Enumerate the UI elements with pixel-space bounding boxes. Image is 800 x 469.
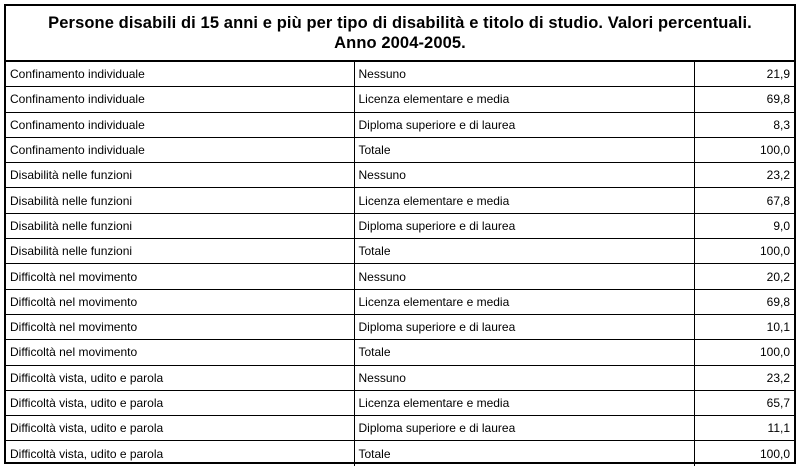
table-row <box>6 87 794 112</box>
cell-disability-type: Confinamento individuale <box>6 112 354 137</box>
cell-percentage-value: 8,3 <box>694 112 794 137</box>
cell-education-level: Diploma superiore e di laurea <box>354 213 694 238</box>
table-row <box>6 112 794 137</box>
table-row <box>6 137 794 162</box>
cell-percentage-value: 65,7 <box>694 390 794 415</box>
cell-disability-type: Disabilità nelle funzioni <box>6 188 354 213</box>
cell-disability-type: Difficoltà nel movimento <box>6 340 354 365</box>
cell-education-level: Licenza elementare e media <box>354 87 694 112</box>
table-row <box>6 365 794 390</box>
cell-disability-type: Difficoltà vista, udito e parola <box>6 365 354 390</box>
cell-education-level: Nessuno <box>354 365 694 390</box>
cell-education-level: Licenza elementare e media <box>354 390 694 415</box>
cell-education-level: Diploma superiore e di laurea <box>354 416 694 441</box>
cell-disability-type: Disabilità nelle funzioni <box>6 239 354 264</box>
cell-education-level: Diploma superiore e di laurea <box>354 112 694 137</box>
table-row <box>6 314 794 339</box>
cell-education-level: Nessuno <box>354 264 694 289</box>
cell-disability-type: Difficoltà vista, udito e parola <box>6 441 354 466</box>
cell-disability-type: Disabilità nelle funzioni <box>6 163 354 188</box>
cell-disability-type: Confinamento individuale <box>6 62 354 87</box>
table-row <box>6 340 794 365</box>
table-row <box>6 213 794 238</box>
cell-disability-type: Confinamento individuale <box>6 137 354 162</box>
table-row <box>6 416 794 441</box>
cell-percentage-value: 21,9 <box>694 62 794 87</box>
table-row <box>6 441 794 466</box>
cell-education-level: Totale <box>354 340 694 365</box>
cell-disability-type: Difficoltà nel movimento <box>6 264 354 289</box>
cell-percentage-value: 67,8 <box>694 188 794 213</box>
cell-education-level: Nessuno <box>354 163 694 188</box>
table-body <box>6 62 794 466</box>
cell-percentage-value: 20,2 <box>694 264 794 289</box>
cell-disability-type: Disabilità nelle funzioni <box>6 213 354 238</box>
cell-education-level: Licenza elementare e media <box>354 289 694 314</box>
cell-percentage-value: 100,0 <box>694 340 794 365</box>
cell-percentage-value: 100,0 <box>694 239 794 264</box>
table-row <box>6 390 794 415</box>
cell-education-level: Nessuno <box>354 62 694 87</box>
cell-disability-type: Difficoltà vista, udito e parola <box>6 390 354 415</box>
table-row <box>6 264 794 289</box>
cell-percentage-value: 9,0 <box>694 213 794 238</box>
cell-disability-type: Confinamento individuale <box>6 87 354 112</box>
table-row <box>6 188 794 213</box>
cell-education-level: Totale <box>354 239 694 264</box>
table-row <box>6 163 794 188</box>
table-row <box>6 289 794 314</box>
cell-percentage-value: 69,8 <box>694 87 794 112</box>
data-table-frame <box>4 4 796 464</box>
cell-education-level: Totale <box>354 137 694 162</box>
cell-percentage-value: 23,2 <box>694 365 794 390</box>
cell-percentage-value: 100,0 <box>694 137 794 162</box>
table-title: Persone disabili di 15 anni e più per tipo di disabilità e titolo di studio. Valori percentuali. Anno 2004-2005. <box>6 6 794 62</box>
cell-education-level: Totale <box>354 441 694 466</box>
cell-percentage-value: 100,0 <box>694 441 794 466</box>
table-row <box>6 239 794 264</box>
cell-disability-type: Difficoltà nel movimento <box>6 314 354 339</box>
data-table <box>6 62 794 466</box>
cell-percentage-value: 69,8 <box>694 289 794 314</box>
table-row <box>6 62 794 87</box>
cell-disability-type: Difficoltà vista, udito e parola <box>6 416 354 441</box>
cell-disability-type: Difficoltà nel movimento <box>6 289 354 314</box>
cell-percentage-value: 11,1 <box>694 416 794 441</box>
cell-education-level: Licenza elementare e media <box>354 188 694 213</box>
cell-percentage-value: 10,1 <box>694 314 794 339</box>
cell-education-level: Diploma superiore e di laurea <box>354 314 694 339</box>
cell-percentage-value: 23,2 <box>694 163 794 188</box>
